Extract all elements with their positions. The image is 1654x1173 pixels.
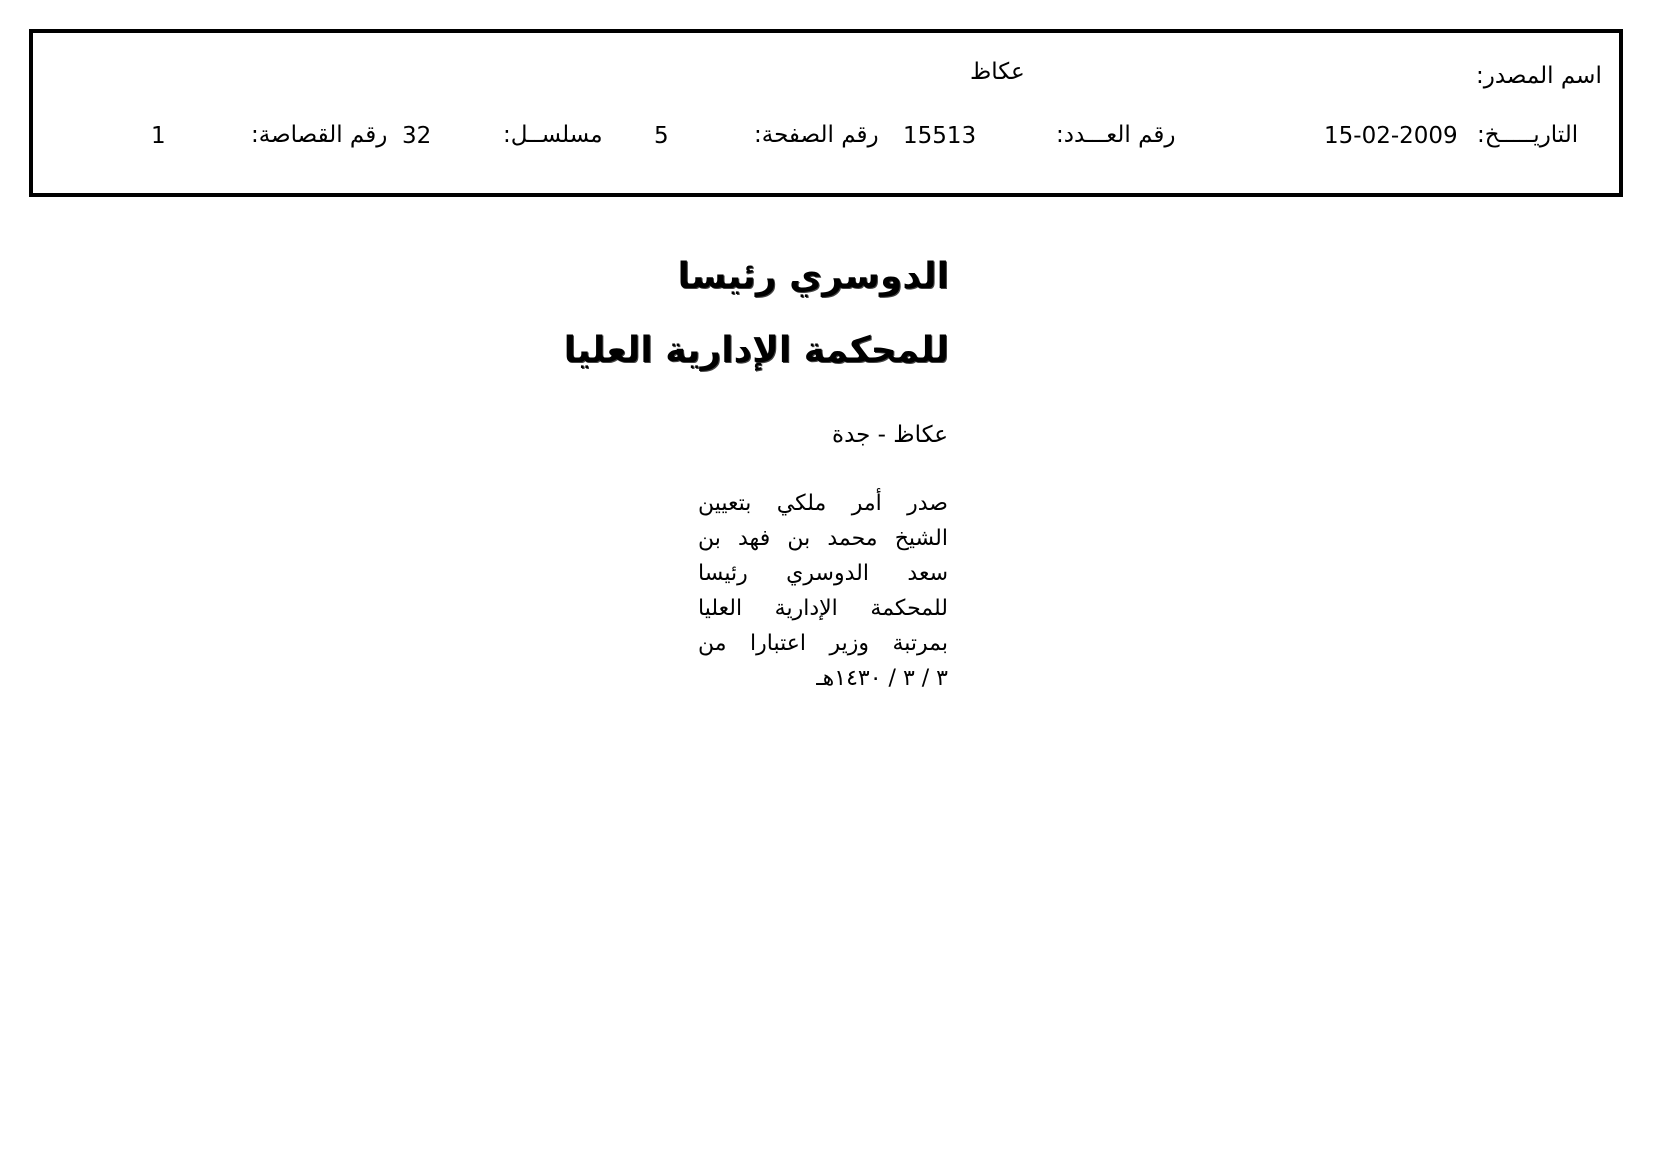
serial-label: مسلســل: <box>503 122 603 148</box>
body-line: صدر أمر ملكي بتعيين <box>698 491 948 516</box>
article-body <box>698 486 948 696</box>
clipping-label: رقم القصاصة: <box>251 122 388 148</box>
source-value: عكاظ <box>970 59 1025 85</box>
issue-label: رقم العـــدد: <box>1056 122 1176 148</box>
page-value: 5 <box>654 123 669 149</box>
clipping-value: 1 <box>151 123 166 149</box>
date-value: 15-02-2009 <box>1324 123 1458 149</box>
body-line: الشيخ محمد بن فهد بن <box>698 526 948 551</box>
body-line: بمرتبة وزير اعتبارا من <box>698 631 948 656</box>
body-line: للمحكمة الإدارية العليا <box>698 596 948 621</box>
article-dateline: عكاظ - جدة <box>832 422 948 448</box>
body-line: ٣ / ٣ / ١٤٣٠هـ <box>816 666 948 691</box>
body-line: سعد الدوسري رئيسا <box>698 561 948 586</box>
issue-value: 15513 <box>903 123 977 149</box>
page-label: رقم الصفحة: <box>754 122 879 148</box>
header-info-box <box>29 29 1623 197</box>
headline-line-2: للمحكمة الإدارية العليا <box>563 330 949 371</box>
date-label: التاريـــــخ: <box>1477 122 1579 148</box>
headline-line-1: الدوسري رئيسا <box>677 256 949 297</box>
serial-value: 32 <box>402 123 432 149</box>
source-label: اسم المصدر: <box>1476 63 1602 89</box>
